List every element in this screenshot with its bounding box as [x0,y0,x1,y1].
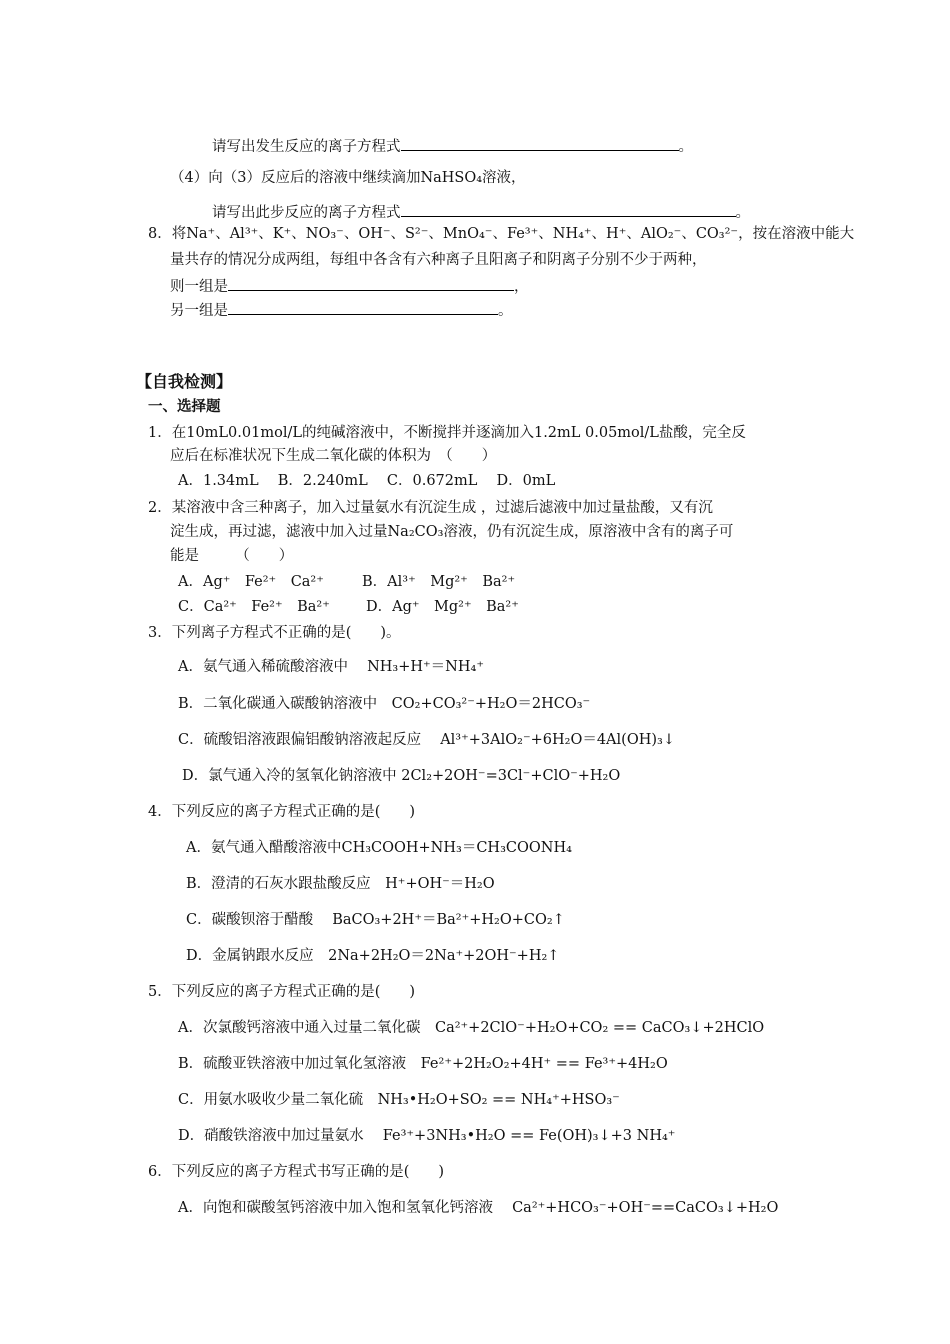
q5-stem: 5．下列反应的离子方程式正确的是( ) [148,984,416,1000]
answer-blank[interactable] [401,134,679,151]
q7-line-b: （4）向（3）反应后的溶液中继续滴加NaHSO₄溶液， [170,170,526,186]
q2-line-1: 2．某溶液中含三种离子，加入过量氨水有沉淀生成 ，过滤后滤液中加过量盐酸，又有沉 [148,500,713,516]
answer-blank[interactable] [228,274,514,291]
q7-prompt-a: 请写出发生反应的离子方程式 [212,139,401,155]
answer-blank[interactable] [401,200,736,217]
q7-line-a: 请写出发生反应的离子方程式 。 [212,134,693,157]
q7-line-c: 请写出此步反应的离子方程式 。 [212,200,750,223]
q1-line-2: 应后在标准状况下生成二氧化碳的体积为 （ ） [170,448,497,464]
q2-option-a: A．Ag⁺ Fe²⁺ Ca²⁺ [178,574,324,590]
q6-stem: 6．下列反应的离子方程式书写正确的是( ) [148,1164,445,1180]
q4-option-d: D．金属钠跟水反应 2Na+2H₂O＝2Na⁺+2OH⁻+H₂↑ [186,948,560,964]
q4-option-a: A．氨气通入醋酸溶液中CH₃COOH+NH₃＝CH₃COONH₄ [186,840,572,856]
q5-option-a: A．次氯酸钙溶液中通入过量二氧化碳 Ca²⁺+2ClO⁻+H₂O+CO₂ == CaCO₃↓+2HClO [178,1020,765,1036]
q2-line-2: 淀生成，再过滤，滤液中加入过量Na₂CO₃溶液，仍有沉淀生成，原溶液中含有的离子可 [170,524,734,540]
q4-stem: 4．下列反应的离子方程式正确的是( ) [148,804,416,820]
q4-option-c: C．碳酸钡溶于醋酸 BaCO₃+2H⁺＝Ba²⁺+H₂O+CO₂↑ [186,912,565,928]
q6-option-a: A．向饱和碳酸氢钙溶液中加入饱和氢氧化钙溶液 Ca²⁺+HCO₃⁻+OH⁻==CaCO₃↓+H₂O [178,1200,779,1216]
q3-option-c: C．硫酸铝溶液跟偏铝酸钠溶液起反应 Al³⁺+3AlO₂⁻+6H₂O＝4Al(OH)₃↓ [178,732,675,748]
q8-line-1: 8．将Na⁺、Al³⁺、K⁺、NO₃⁻、OH⁻、S²⁻、MnO₄⁻、Fe³⁺、NH₄⁺、H⁺、AlO₂⁻、CO₃²⁻，按在溶液中能大 [148,226,855,242]
section-subtitle: 一、选择题 [148,399,221,415]
q3-stem: 3．下列离子方程式不正确的是( )。 [148,625,401,641]
q8-line-3: 则一组是 ， [170,274,529,297]
q5-option-c: C．用氨水吸收少量二氧化硫 NH₃•H₂O+SO₂ == NH₄⁺+HSO₃⁻ [178,1092,620,1108]
q3-option-b: B．二氧化碳通入碳酸钠溶液中 CO₂+CO₃²⁻+H₂O＝2HCO₃⁻ [178,696,591,712]
q5-option-b: B．硫酸亚铁溶液中加过氧化氢溶液 Fe²⁺+2H₂O₂+4H⁺ == Fe³⁺+4H₂O [178,1056,668,1072]
q5-option-d: D．硝酸铁溶液中加过量氨水 Fe³⁺+3NH₃•H₂O == Fe(OH)₃↓+3 NH₄⁺ [178,1128,676,1144]
q2-option-c: C．Ca²⁺ Fe²⁺ Ba²⁺ [178,599,330,615]
q8-line-2: 量共存的情况分成两组，每组中各含有六种离子且阳离子和阴离子分别不少于两种， [170,252,707,268]
q1-line-1: 1．在10mL0.01mol/L的纯碱溶液中，不断搅拌并逐滴加入1.2mL 0.05mol/L盐酸，完全反 [148,425,746,441]
q3-option-a: A．氨气通入稀硫酸溶液中 NH₃+H⁺＝NH₄⁺ [178,659,484,675]
q4-option-b: B．澄清的石灰水跟盐酸反应 H⁺+OH⁻＝H₂O [186,876,495,892]
q8-line-4: 另一组是 。 [170,298,513,321]
q2-option-b: B．Al³⁺ Mg²⁺ Ba²⁺ [362,574,516,590]
q2-line-3: 能是 （ ） [170,548,294,564]
q7-prompt-c: 请写出此步反应的离子方程式 [212,205,401,221]
q3-option-d: D．氯气通入冷的氢氧化钠溶液中 2Cl₂+2OH⁻=3Cl⁻+ClO⁻+H₂O [182,768,621,784]
answer-blank[interactable] [228,298,498,315]
q1-options: A．1.34mL B．2.240mL C．0.672mL D．0mL [178,473,556,489]
q2-option-d: D．Ag⁺ Mg²⁺ Ba²⁺ [366,599,519,615]
section-title: 【自我检测】 [136,372,233,391]
